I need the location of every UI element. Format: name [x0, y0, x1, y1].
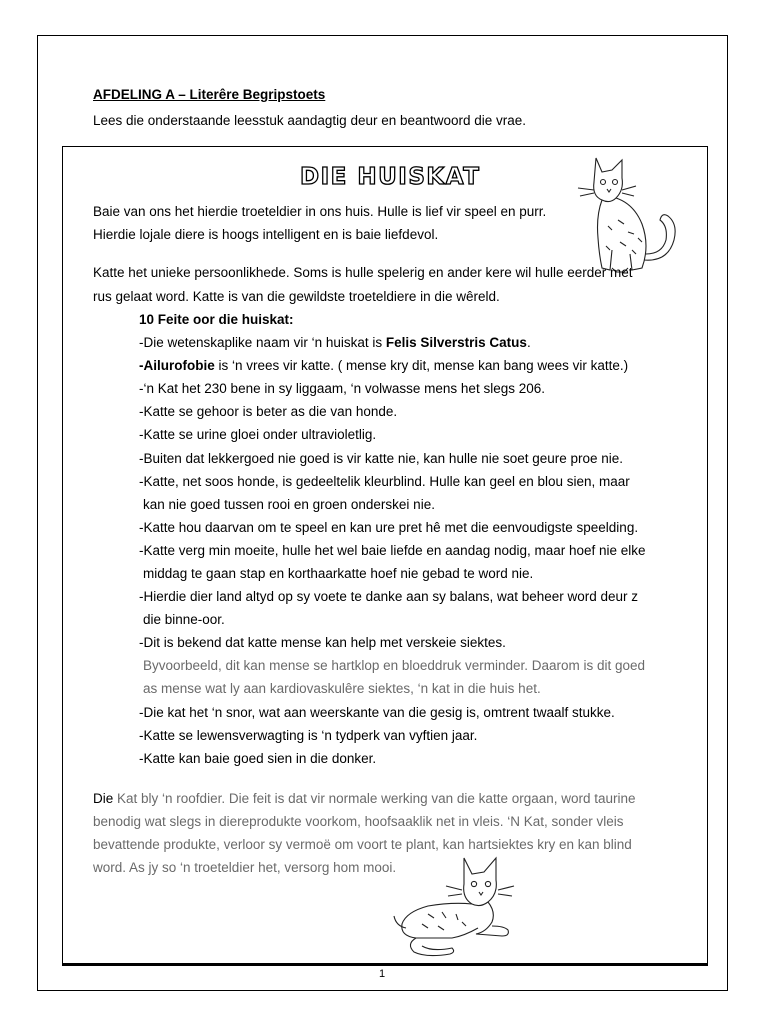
- page-number: 1: [379, 968, 386, 980]
- fact-11-example-line-1: Byvoorbeeld, dit kan mense se hartklop en bloeddruk verminder. Daarom is dit goed: [143, 658, 646, 673]
- fact-5: -Katte se urine gloei onder ultravioletlig.: [139, 427, 377, 442]
- closing-line-1-start: Die: [93, 791, 114, 806]
- facts-heading: 10 Feite oor die huiskat:: [139, 312, 294, 327]
- fact-12: -Die kat het ‘n snor, wat aan weerskante van die gesig is, omtrent twaalf stukke.: [139, 705, 615, 720]
- fact-1-text: -Die wetenskaplike naam vir ‘n huiskat is: [139, 335, 386, 350]
- fact-11-example-line-2: as mense wat ly aan kardiovaskulêre siektes, ‘n kat in die huis het.: [143, 681, 541, 696]
- passage-title: DIE HUISKAT: [300, 164, 481, 190]
- fact-9-line-2: middag te gaan stap en korthaarkatte hoef nie gebad te word nie.: [143, 566, 534, 581]
- fact-7-line-2: kan nie goed tussen rooi en groen onderskei nie.: [143, 497, 435, 512]
- fact-1-end: .: [526, 335, 531, 350]
- fact-11: -Dit is bekend dat katte mense kan help met verskeie siektes.: [139, 635, 506, 650]
- fact-13: -Katte se lewensverwagting is ‘n tydperk van vyftien jaar.: [139, 728, 478, 743]
- fact-2: [139, 359, 628, 373]
- fact-1: [139, 336, 531, 350]
- sitting-cat-illustration: [572, 150, 702, 280]
- closing-line-1-rest: Kat bly ‘n roofdier. Die feit is dat vir normale werking van die katte orgaan, word taurine: [113, 791, 636, 806]
- closing-line-3: bevattende produkte, verloor sy vermoë om voort te plant, kan hartsiektes kry en kan blind: [93, 837, 632, 852]
- scientific-name: Felis Silverstris Catus: [385, 335, 527, 350]
- section-heading: AFDELING A – Literêre Begripstoets: [93, 87, 326, 102]
- closing-line-2: benodig wat slegs in diereprodukte voorkom, hoofsaaklik net in vleis. ‘N Kat, sonder vleis: [93, 814, 624, 829]
- fact-10-line-2: die binne-oor.: [143, 612, 225, 627]
- paragraph-2-line-2: rus gelaat word. Katte is van die gewildste troeteldiere in die wêreld.: [93, 289, 500, 304]
- fact-9-line-1: -Katte verg min moeite, hulle het wel baie liefde en aandag nodig, maar hoef nie elke: [139, 543, 646, 558]
- fact-7-line-1: -Katte, net soos honde, is gedeeltelik kleurblind. Hulle kan geel en blou sien, maar: [139, 474, 630, 489]
- fact-2-text: is ‘n vrees vir katte. ( mense kry dit, mense kan bang wees vir katte.): [214, 358, 629, 373]
- fact-4: -Katte se gehoor is beter as die van honde.: [139, 404, 398, 419]
- closing-line-4: word. As jy so ‘n troeteldier het, versorg hom mooi.: [93, 860, 397, 875]
- fact-10-line-1: -Hierdie dier land altyd op sy voete te danke aan sy balans, wat beheer word deur z: [139, 589, 639, 604]
- ailurofobie-term: -Ailurofobie: [139, 358, 215, 373]
- fact-14: -Katte kan baie goed sien in die donker.: [139, 751, 377, 766]
- fact-6: -Buiten dat lekkergoed nie goed is vir katte nie, kan hulle nie soet geure proe nie.: [139, 451, 624, 466]
- instructions: Lees die onderstaande leesstuk aandagtig deur en beantwoord die vrae.: [93, 113, 527, 128]
- closing-line-1: [93, 792, 636, 806]
- intro-line-1: Baie van ons het hierdie troeteldier in ons huis. Hulle is lief vir speel en purr.: [93, 204, 547, 219]
- lying-cat-illustration: [392, 852, 532, 962]
- fact-8: -Katte hou daarvan om te speel en kan ure pret hê met die eenvoudigste speelding.: [139, 520, 639, 535]
- intro-line-2: Hierdie lojale diere is hoogs intelligent en is baie liefdevol.: [93, 227, 439, 242]
- fact-3: -‘n Kat het 230 bene in sy liggaam, ‘n volwasse mens het slegs 206.: [139, 381, 545, 396]
- paragraph-2-line-1: Katte het unieke persoonlikhede. Soms is hulle spelerig en ander kere wil hulle eerder met: [93, 265, 633, 280]
